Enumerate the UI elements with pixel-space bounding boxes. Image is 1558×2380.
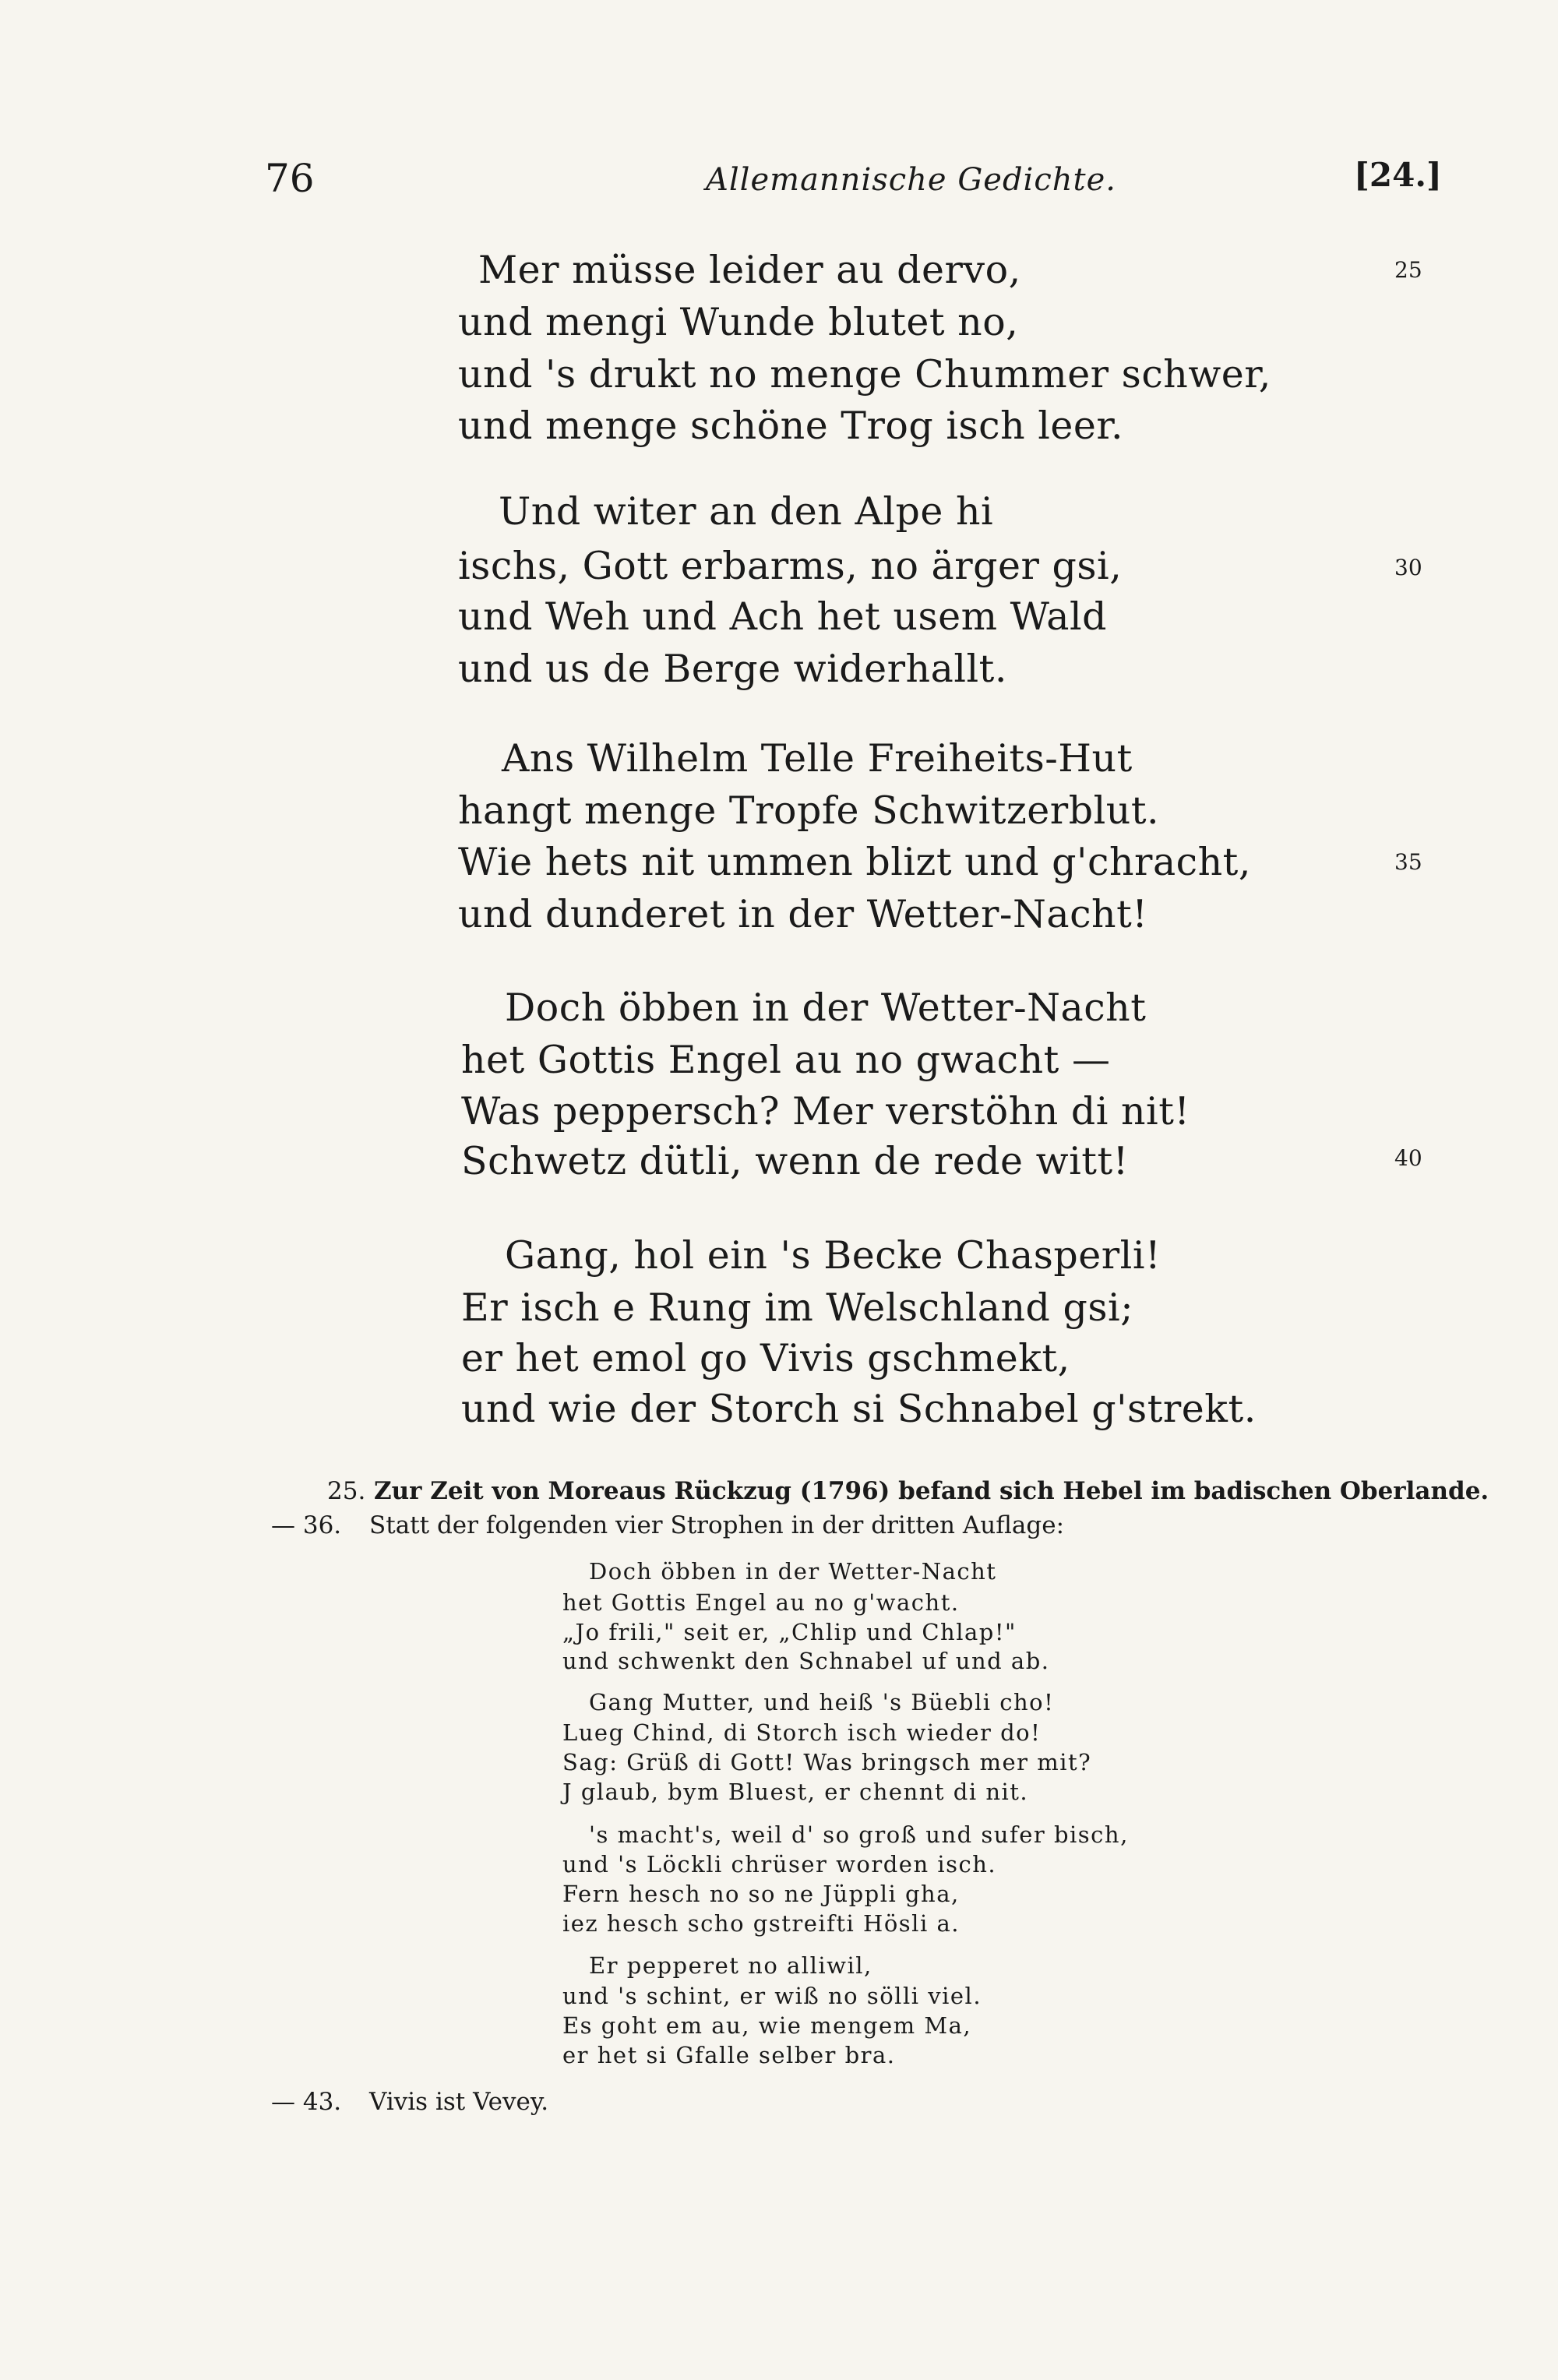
alt-verse-line: J glaub, bym Bluest, er chennt di nit.	[562, 1779, 1029, 1805]
verse-line: ischs, Gott erbarms, no ärger gsi,	[458, 544, 1123, 588]
alt-verse-line: het Gottis Engel au no g'wacht.	[562, 1589, 960, 1616]
page-number: 76	[265, 156, 315, 201]
alt-verse-line: iez hesch scho gstreifti Hösli a.	[562, 1910, 960, 1937]
verse-line: und 's drukt no menge Chummer schwer,	[458, 352, 1271, 397]
alt-verse-line: Es goht em au, wie mengem Ma,	[562, 2012, 972, 2039]
verse-line: und dunderet in der Wetter-Nacht!	[458, 892, 1148, 936]
alt-verse-line: und 's schint, er wiß no sölli viel.	[562, 1983, 982, 2009]
running-title: Allemannische Gedichte.	[706, 162, 1116, 198]
verse-line: het Gottis Engel au no gwacht —	[461, 1038, 1111, 1082]
verse-line: Wie hets nit ummen blizt und g'chracht,	[458, 840, 1251, 884]
alt-verse-line: Sag: Grüß di Gott! Was bringsch mer mit?	[562, 1749, 1092, 1775]
alt-verse-line: er het si Gfalle selber bra.	[562, 2042, 896, 2068]
alt-verse-line: Fern hesch no so ne Jüppli gha,	[562, 1881, 960, 1907]
footnote-text: Vivis ist Vevey.	[369, 2088, 549, 2116]
alt-verse-line: „Jo frili," seit er, „Chlip und Chlap!"	[562, 1619, 1017, 1645]
verse-line: Er isch e Rung im Welschland gsi;	[461, 1285, 1134, 1330]
verse-line: Mer müsse leider au dervo,	[478, 248, 1021, 292]
alt-verse-line: und schwenkt den Schnabel uf und ab.	[562, 1648, 1050, 1674]
verse-line: und Weh und Ach het usem Wald	[458, 594, 1108, 639]
sheet-mark: [24.]	[1354, 156, 1442, 194]
verse-line: und wie der Storch si Schnabel g'strekt.	[461, 1387, 1257, 1431]
footnote-number: 25.	[327, 1477, 366, 1505]
verse-line: und us de Berge widerhallt.	[458, 647, 1007, 691]
line-number: 40	[1394, 1145, 1422, 1171]
line-number: 35	[1394, 849, 1422, 875]
footnote-number: — 43.	[271, 2088, 342, 2116]
verse-line: er het emol go Vivis gschmekt,	[461, 1336, 1070, 1380]
verse-line: und mengi Wunde blutet no,	[458, 300, 1019, 344]
verse-line: Doch öbben in der Wetter-Nacht	[505, 985, 1147, 1030]
footnote-text: Statt der folgenden vier Strophen in der dritten Auflage:	[369, 1511, 1065, 1539]
verse-line: Schwetz dütli, wenn de rede witt!	[461, 1139, 1129, 1183]
verse-line: Was peppersch? Mer verstöhn di nit!	[461, 1089, 1190, 1134]
alt-verse-line: Doch öbben in der Wetter-Nacht	[589, 1558, 997, 1585]
line-number: 25	[1394, 257, 1422, 283]
verse-line: Ans Wilhelm Telle Freiheits-Hut	[502, 736, 1133, 781]
line-number: 30	[1394, 555, 1422, 580]
alt-verse-line: 's macht's, weil d' so groß und sufer bisch,	[589, 1821, 1129, 1848]
verse-line: Und witer an den Alpe hi	[499, 489, 994, 534]
footnote-text: Zur Zeit von Moreaus Rückzug (1796) befand sich Hebel im badischen Oberlande.	[374, 1477, 1489, 1505]
alt-verse-line: Gang Mutter, und heiß 's Büebli cho!	[589, 1689, 1055, 1715]
alt-verse-line: Lueg Chind, di Storch isch wieder do!	[562, 1719, 1042, 1746]
alt-verse-line: und 's Löckli chrüser worden isch.	[562, 1851, 997, 1878]
alt-verse-line: Er pepperet no alliwil,	[589, 1952, 872, 1979]
verse-line: hangt menge Tropfe Schwitzerblut.	[458, 788, 1160, 833]
footnote-number: — 36.	[271, 1511, 342, 1539]
verse-line: Gang, hol ein 's Becke Chasperli!	[505, 1233, 1161, 1278]
verse-line: und menge schöne Trog isch leer.	[458, 404, 1124, 448]
